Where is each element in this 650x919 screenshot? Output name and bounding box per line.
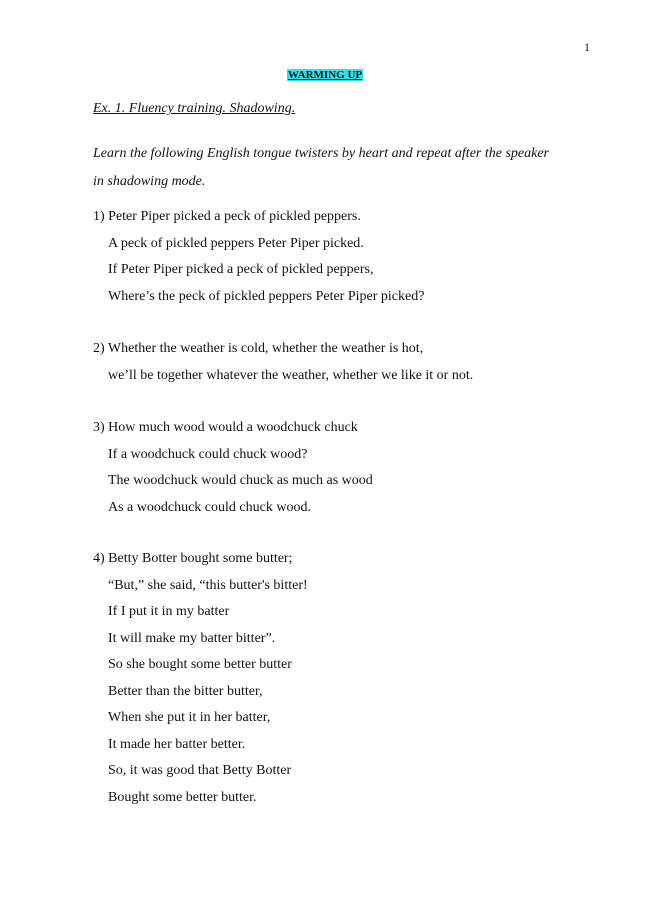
- page-number: 1: [584, 40, 590, 54]
- twister-line: [93, 546, 308, 573]
- twister-line: A peck of pickled peppers Peter Piper picked.: [108, 235, 364, 251]
- twister-line: It made her batter better.: [108, 736, 246, 752]
- twister-line: If a woodchuck could chuck wood?: [108, 446, 308, 462]
- section-title-text: WARMING UP: [287, 69, 363, 81]
- twister-line: It will make my batter bitter”.: [108, 630, 276, 646]
- tongue-twister-3: [93, 415, 373, 521]
- tongue-twister-2: [93, 336, 473, 389]
- exercise-heading: Ex. 1. Fluency training. Shadowing.: [93, 101, 296, 116]
- tongue-twister-4: [93, 546, 308, 811]
- twister-line-text: Betty Botter bought some butter;: [108, 551, 293, 566]
- twister-line: “But,” she said, “this butter's bitter!: [108, 577, 308, 593]
- twister-number: 3): [93, 420, 105, 435]
- tongue-twister-1: [93, 204, 424, 310]
- twister-line: As a woodchuck could chuck wood.: [108, 499, 311, 515]
- twister-line: If Peter Piper picked a peck of pickled peppers,: [108, 262, 374, 277]
- twister-line: Bought some better butter.: [108, 789, 257, 805]
- exercise-instruction: Learn the following English tongue twisters by heart and repeat after the speaker in shadowing mode.: [93, 146, 549, 189]
- twister-line: If I put it in my batter: [108, 604, 230, 619]
- twister-line: The woodchuck would chuck as much as wood: [108, 473, 373, 488]
- twister-line: When she put it in her batter,: [108, 710, 271, 725]
- twister-line: [93, 336, 473, 363]
- twister-line: So, it was good that Betty Botter: [108, 763, 292, 778]
- twister-line-text: Whether the weather is cold, whether the weather is hot,: [107, 341, 424, 356]
- twister-line: we’ll be together whatever the weather, whether we like it or not.: [108, 367, 474, 383]
- twister-number: 4): [93, 551, 105, 566]
- twister-line: Where’s the peck of pickled peppers Peter Piper picked?: [108, 288, 425, 304]
- twister-line: [93, 415, 373, 442]
- twister-line-text: Peter Piper picked a peck of pickled peppers.: [108, 209, 361, 224]
- twister-line: So she bought some better butter: [108, 657, 292, 672]
- twister-number: 2): [93, 341, 105, 356]
- twister-line: [93, 204, 424, 231]
- twister-number: 1): [93, 209, 105, 224]
- twister-line: Better than the bitter butter,: [108, 683, 263, 699]
- section-title: [0, 69, 650, 81]
- twister-line-text: How much wood would a woodchuck chuck: [108, 420, 358, 435]
